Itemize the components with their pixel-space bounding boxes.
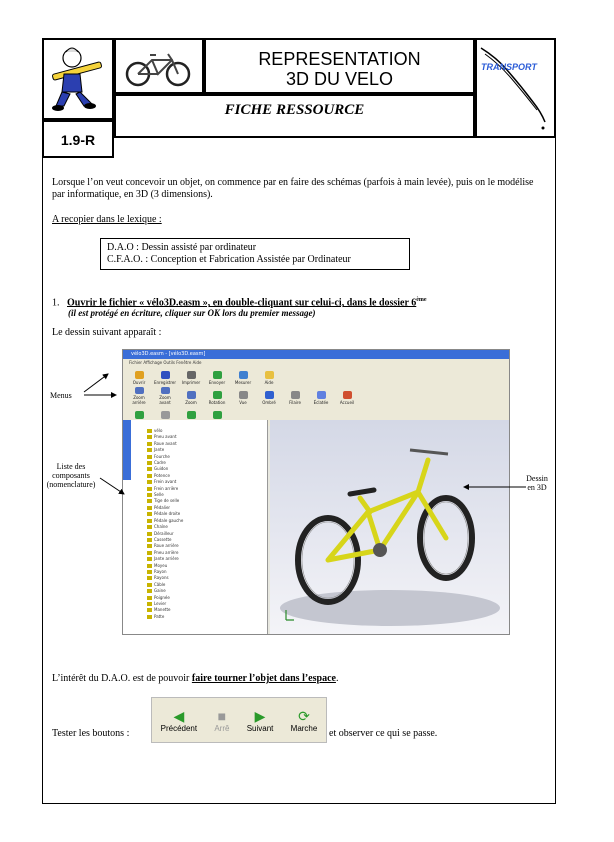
component-tree-item[interactable]: vélo xyxy=(123,428,267,434)
stop-icon: ■ xyxy=(217,707,227,724)
tb-zoom-button[interactable]: Zoom xyxy=(179,387,203,405)
play-button[interactable]: ⟳ Marche xyxy=(290,707,318,733)
test-after-text: et observer ce qui se passe. xyxy=(329,728,438,739)
component-tree-item[interactable]: Pédalier xyxy=(123,505,267,511)
component-tree-item[interactable]: Dérailleur xyxy=(123,531,267,537)
lexique-cfao: C.F.A.O. : Conception et Fabrication Assistée par Ordinateur xyxy=(107,254,351,265)
tb-open-button[interactable]: Ouvrir xyxy=(127,367,151,385)
component-tree-item[interactable]: Patte xyxy=(123,614,267,620)
components-label: Liste des composants (nomenclature) xyxy=(46,462,96,489)
tb-zoom-out-button[interactable]: Zoom arrière xyxy=(127,387,151,405)
tb-zoom-in-button[interactable]: Zoom avant xyxy=(153,387,177,405)
tb-rotate-button[interactable]: Rotation xyxy=(205,387,229,405)
menus-label: Menus xyxy=(50,391,72,400)
test-label: Tester les boutons : xyxy=(52,728,130,739)
drawing-3d-label-line2: en 3D xyxy=(527,483,547,492)
component-tree-item[interactable]: Moyeu xyxy=(123,563,267,569)
component-tree-item[interactable]: Frein avant xyxy=(123,479,267,485)
tb-send-button[interactable]: Envoyer xyxy=(205,367,229,385)
component-tree-item[interactable]: Frein arrière xyxy=(123,486,267,492)
tb-home-button[interactable]: Accueil xyxy=(335,387,359,405)
component-tree-item[interactable]: Roue arrière xyxy=(123,543,267,549)
component-tree-item[interactable]: Fourche xyxy=(123,454,267,460)
tb-view-button[interactable]: Vue xyxy=(231,387,255,405)
component-tree-item[interactable]: Câble xyxy=(123,582,267,588)
next-icon: ▶ xyxy=(254,707,266,724)
tb-print-button[interactable]: Imprimer xyxy=(179,367,203,385)
step-1-note: (il est protégé en écriture, cliquer sur OK lors du premier message) xyxy=(68,308,316,318)
component-tree-item[interactable]: Pédale droite xyxy=(123,511,267,517)
subtitle: FICHE RESSOURCE xyxy=(224,102,365,118)
previous-button[interactable]: ◀ Précédent xyxy=(160,707,198,733)
component-tree-item[interactable]: Chaîne xyxy=(123,524,267,530)
interest-before: L’intérêt du D.A.O. est de pouvoir xyxy=(52,673,192,684)
sheet-code: 1.9-R xyxy=(60,132,96,148)
component-tree-item[interactable]: Tige de selle xyxy=(123,498,267,504)
drawing-3d-label-line1: Dessin xyxy=(526,474,548,483)
component-tree-item[interactable]: Guidon xyxy=(123,466,267,472)
drawing-3d-label xyxy=(520,474,554,492)
tb-wireframe-button[interactable]: Filaire xyxy=(283,387,307,405)
component-tree-item[interactable]: Manette xyxy=(123,607,267,613)
interest-paragraph xyxy=(52,673,338,685)
lexique-dao: D.A.O : Dessin assisté par ordinateur xyxy=(107,242,257,253)
component-tree-item[interactable]: Poignée xyxy=(123,595,267,601)
tb-help-button[interactable]: Aide xyxy=(257,367,281,385)
screenshot-menubar: Fichier Affichage Outils Fenêtre Aide xyxy=(123,359,509,366)
intro-paragraph: Lorsque l’on veut concevoir un objet, on commence par en faire des schémas (parfois à main levée), puis on le modélise par informatique, en 3D (3 dimensions). xyxy=(52,177,534,200)
tb-save-button[interactable]: Enregistrer xyxy=(153,367,177,385)
component-tree-item[interactable]: Gaine xyxy=(123,588,267,594)
component-tree-item[interactable]: Rayons xyxy=(123,575,267,581)
lexique-heading: A recopier dans le lexique : xyxy=(52,214,162,225)
component-tree-item[interactable]: Potence xyxy=(123,473,267,479)
component-tree-item[interactable]: Roue avant xyxy=(123,441,267,447)
component-tree-item[interactable]: Pneu arrière xyxy=(123,550,267,556)
screenshot-titlebar: vélo3D.easm - [vélo3D.easm] xyxy=(123,350,509,359)
component-tree-item[interactable]: Pneu avant xyxy=(123,434,267,440)
component-tree-item[interactable]: Jante arrière xyxy=(123,556,267,562)
tb-measure-button[interactable]: Mesurer xyxy=(231,367,255,385)
title-line-2: 3D DU VELO xyxy=(285,69,394,89)
component-tree-item[interactable]: Selle xyxy=(123,492,267,498)
component-tree-item[interactable]: Cassette xyxy=(123,537,267,543)
component-tree-item[interactable]: Cadre xyxy=(123,460,267,466)
step-1-sup: ème xyxy=(416,297,427,303)
previous-icon: ◀ xyxy=(173,707,185,724)
component-tree-item[interactable]: Jante xyxy=(123,447,267,453)
step-1-number: 1. xyxy=(52,297,60,309)
tb-exploded-button[interactable]: Éclatée xyxy=(309,387,333,405)
stop-button[interactable]: ■ Arrê xyxy=(214,707,230,733)
interest-emphasis: faire tourner l’objet dans l’espace xyxy=(191,673,336,684)
next-button[interactable]: ▶ Suivant xyxy=(246,707,274,733)
component-tree-item[interactable]: Rayon xyxy=(123,569,267,575)
tb-shaded-button[interactable]: Ombré xyxy=(257,387,281,405)
animation-buttons-strip xyxy=(151,697,327,743)
interest-after: . xyxy=(335,673,339,684)
component-tree-item[interactable]: Levier xyxy=(123,601,267,607)
play-icon: ⟳ xyxy=(298,707,310,724)
drawing-appears-text: Le dessin suivant apparaît : xyxy=(52,327,162,338)
logo-text: TRANSPORT xyxy=(481,62,537,72)
component-tree-item[interactable]: Pédale gauche xyxy=(123,518,267,524)
step-1-instruction: Ouvrir le fichier « vélo3D.easm », en double-cliquant sur celui-ci, dans le dossier 6 xyxy=(67,297,417,309)
title-line-1: REPRESENTATION xyxy=(258,49,421,69)
